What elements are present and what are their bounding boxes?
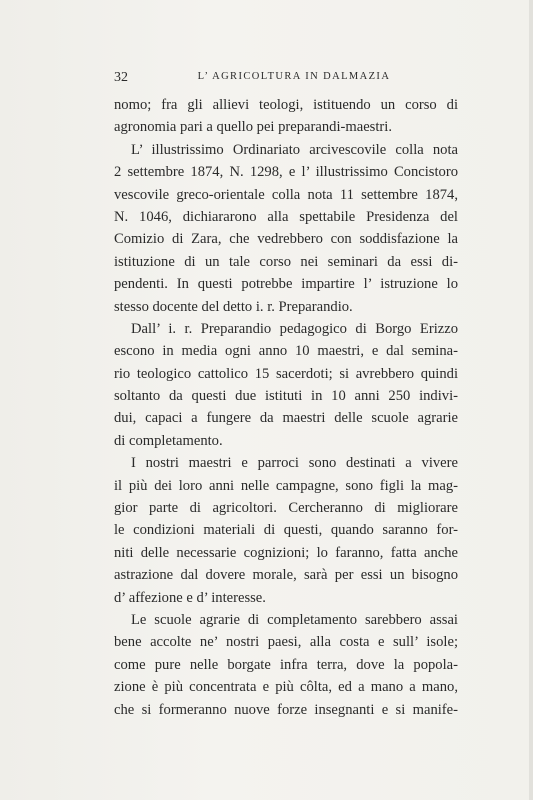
text-line: agronomia pari a quello pei preparandi-maestri. xyxy=(114,119,392,136)
text-line: vescovile greco-orientale colla nota 11 settembre 1874, xyxy=(114,186,458,203)
text-line: come pure nelle borgate infra terra, dove la popola- xyxy=(114,656,458,673)
body-text xyxy=(114,94,458,721)
text-line: stesso docente del detto i. r. Preparandio. xyxy=(114,298,353,315)
text-line: rio teologico cattolico 15 sacerdoti; si avrebbero quindi xyxy=(114,365,458,382)
text-line: gior parte di agricoltori. Cercheranno di migliorare xyxy=(114,500,458,517)
text-line: Comizio di Zara, che vedrebbero con soddisfazione la xyxy=(114,231,458,248)
text-line: niti delle necessarie cognizioni; lo faranno, fatta anche xyxy=(114,544,458,561)
text-line: 2 settembre 1874, N. 1298, e l’ illustrissimo Concistoro xyxy=(114,164,458,181)
text-line: che si formeranno nuove forze insegnanti e si manife- xyxy=(114,701,458,718)
text-line: il più dei loro anni nelle campagne, sono figli la mag- xyxy=(114,477,458,494)
running-title: L’ AGRICOLTURA IN DALMAZIA xyxy=(197,71,391,82)
text-line: le condizioni materiali di questi, quando saranno for- xyxy=(114,522,458,539)
text-line: soltanto da questi due istituti in 10 anni 250 indivi- xyxy=(114,388,458,405)
page-edge-shadow xyxy=(529,0,533,800)
text-line: istituzione di un tale corso nei seminari da essi di- xyxy=(114,253,458,270)
text-line: astrazione dal dovere morale, sarà per essi un bisogno xyxy=(114,567,458,584)
text-line: nomo; fra gli allievi teologi, istituendo un corso di xyxy=(114,97,458,113)
text-line: Dall’ i. r. Preparandio pedagogico di Borgo Erizzo xyxy=(131,320,458,337)
text-line: escono in media ogni anno 10 maestri, e dal semina- xyxy=(114,343,458,360)
text-line: di completamento. xyxy=(114,432,223,449)
text-line: I nostri maestri e parroci sono destinati a vivere xyxy=(131,455,458,472)
running-head xyxy=(114,70,458,86)
text-line: pendenti. In questi potrebbe impartire l’ istruzione lo xyxy=(114,276,458,293)
text-line: zione è più concentrata e più côlta, ed a mano a mano, xyxy=(114,679,458,696)
text-line: dui, capaci a fungere da maestri delle scuole agrarie xyxy=(114,410,458,427)
text-line: L’ illustrissimo Ordinariato arcivescovile colla nota xyxy=(131,141,458,158)
text-line: N. 1046, dichiararono alla spettabile Presidenza del xyxy=(114,208,458,225)
page-number: 32 xyxy=(114,70,128,85)
text-line: Le scuole agrarie di completamento sarebbero assai xyxy=(131,611,458,628)
text-line: d’ affezione e d’ interesse. xyxy=(114,589,266,606)
text-line: bene accolte ne’ nostri paesi, alla costa e sull’ isole; xyxy=(114,634,458,651)
